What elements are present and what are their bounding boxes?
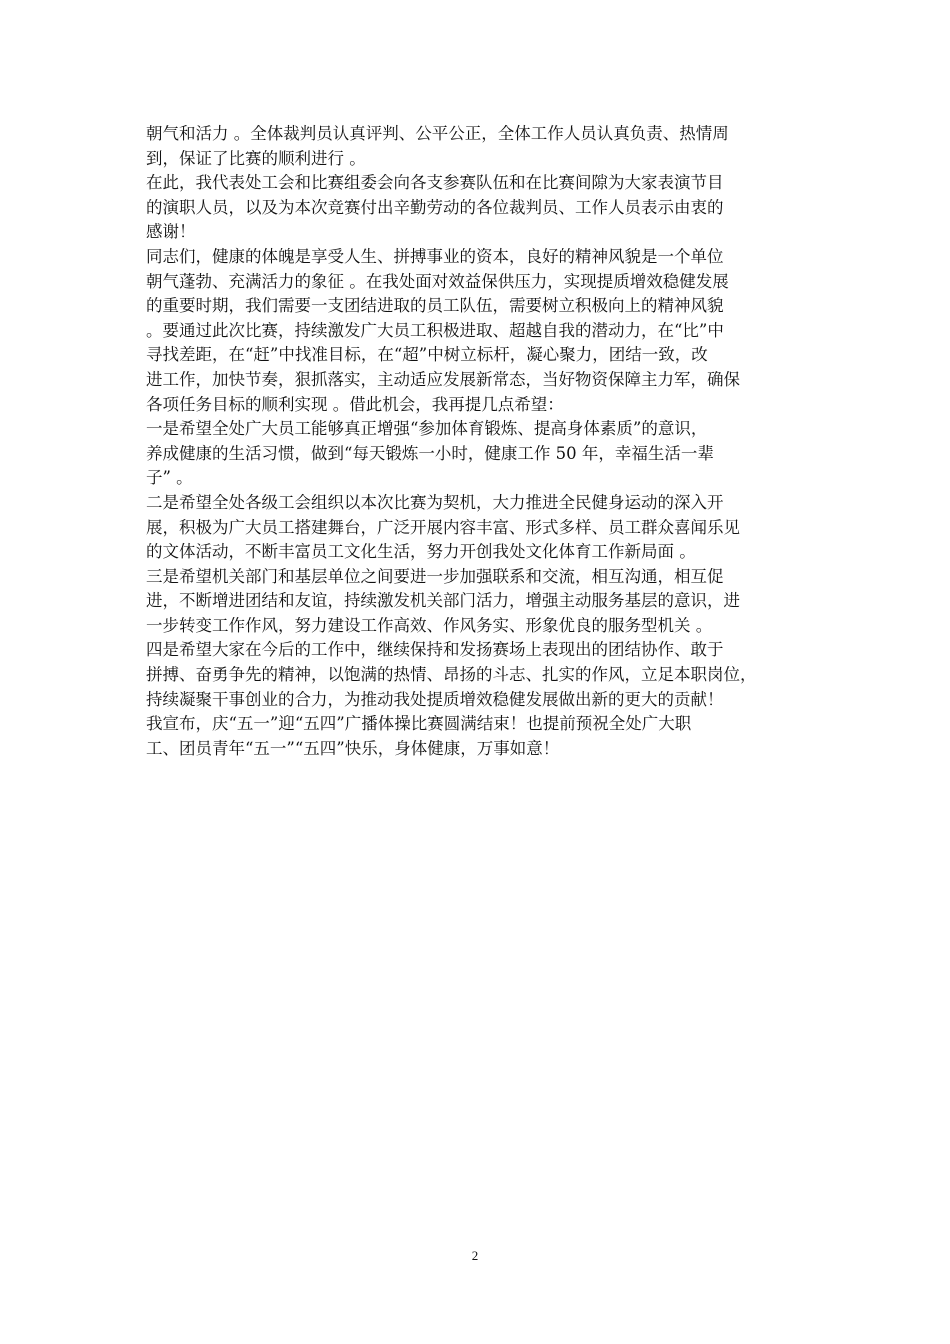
paragraph-hope-one: 一是希望全处广大员工能够真正增强“参加体育锻炼、提高身体素质”的意识， 养成健康的生活习惯，做到“每天锻炼一小时，健康工作 50 年，幸福生活一辈 子” 。	[146, 419, 714, 488]
paragraph-thanks: 在此，我代表处工会和比赛组委会向各支参赛队伍和在比赛间隙为大家表演节目 的演职人员，以及为本次竞赛付出辛勤劳动的各位裁判员、工作人员表示由衷的 感谢！	[146, 173, 724, 242]
paragraph-opening-continuation: 朝气和活力 。全体裁判员认真评判、公平公正，全体工作人员认真负责、热情周 到，保证了比赛的顺利进行 。	[146, 124, 729, 168]
paragraph-closing: 我宣布，庆“五一”迎“五四”广播体操比赛圆满结束！也提前预祝全处广大职 工、团员青年“五一”“五四”快乐，身体健康，万事如意！	[146, 714, 692, 758]
paragraph-hope-two: 二是希望全处各级工会组织以本次比赛为契机，大力推进全民健身运动的深入开 展，积极为广大员工搭建舞台，广泛开展内容丰富、形式多样、员工群众喜闻乐见 的文体活动，不断丰富员工文化生活，努力开创我处文化体育工作新局面 。	[146, 492, 740, 562]
document-body	[146, 122, 806, 761]
paragraph-hope-four: 四是希望大家在今后的工作中，继续保持和发扬赛场上表现出的团结协作、敢于 拼搏、奋勇争先的精神，以饱满的热情、昂扬的斗志、扎实的作风，立足本职岗位， 持续凝聚干事创业的合力，为推动我处提质增效稳健发展做出新的更大的贡献！	[146, 640, 757, 709]
paragraph-hope-three: 三是希望机关部门和基层单位之间要进一步加强联系和交流，相互沟通，相互促 进，不断增进团结和友谊，持续激发机关部门活力，增强主动服务基层的意识，进 一步转变工作作风，努力建设工作高效、作风务实、形象优良的服务型机关 。	[146, 566, 740, 635]
page-number: 2	[471, 1248, 479, 1263]
paragraph-comrades: 同志们，健康的体魄是享受人生、拼搏事业的资本，良好的精神风貌是一个单位 朝气蓬勃、充满活力的象征 。在我处面对效益保供压力，实现提质增效稳健发展 的重要时期，我们需要一支团结进取的员工队伍，需要树立积极向上的精神风貌 。要通过此次比赛，持续激发广大员工积极进取、超越自我的潜动力，在“比”中 寻找差距，在“赶”中找准目标，在“超”中树立标杆，凝心聚力，团结一致，改 进工作，加快节奏，狠抓落实，主动适应发展新常态，当好物资保障主力军，确保 各项任务目标的顺利实现 。借此机会，我再提几点希望：	[146, 246, 740, 414]
